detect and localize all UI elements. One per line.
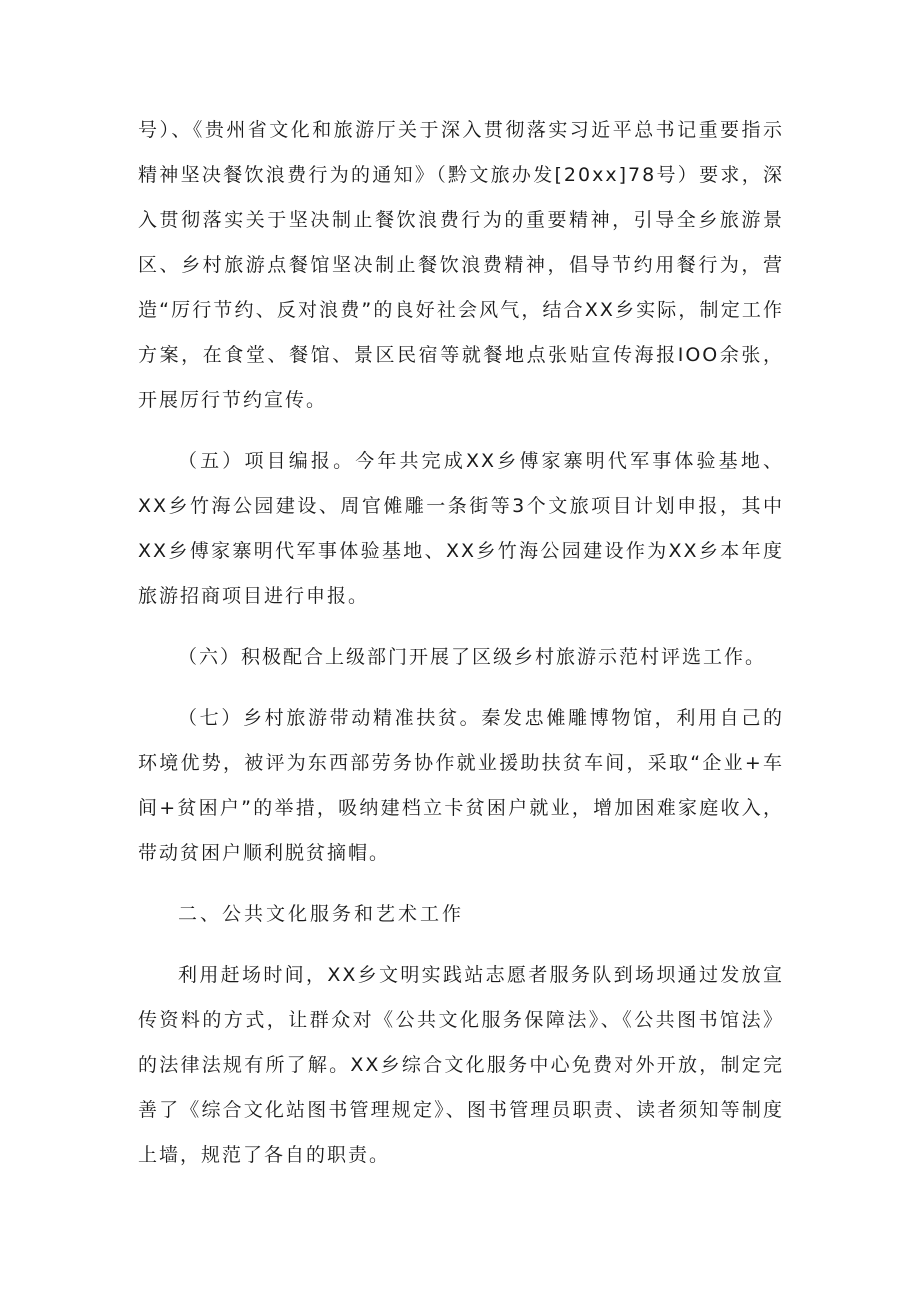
document-body [138, 108, 784, 1194]
paragraph-project-reporting: （五）项目编报。今年共完成XX乡傅家寨明代军事体验基地、XX乡竹海公园建设、周官傩雕一条街等3个文旅项目计划申报，其中XX乡傅家寨明代军事体验基地、XX乡竹海公园建设作为XX乡本年度旅游招商项目进行申报。 [138, 450, 784, 607]
paragraph-poverty-alleviation: （七）乡村旅游带动精准扶贫。秦发忠傩雕博物馆，利用自己的环境优势，被评为东西部劳务协作就业援助扶贫车间，采取“企业+车间+贫困户”的举措，吸纳建档立卡贫困户就业，增加困难家庭收入，带动贫困户顺利脱贫摘帽。 [138, 707, 784, 864]
section-heading-public-culture: 二、公共文化服务和艺术工作 [178, 903, 465, 925]
paragraph-demo-village: （六）积极配合上级部门开展了区级乡村旅游示范村评选工作。 [178, 646, 767, 668]
paragraph-continuation: 号）、《贵州省文化和旅游厅关于深入贯彻落实习近平总书记重要指示精神坚决餐饮浪费行为的通知》（黔文旅办发[20xx]78号）要求，深入贯彻落实关于坚决制止餐饮浪费行为的重要精神，引导全乡旅游景区、乡村旅游点餐馆坚决制止餐饮浪费精神，倡导节约用餐行为，营造“厉行节约、反对浪费”的良好社会风气，结合XX乡实际，制定工作方案，在食堂、餐馆、景区民宿等就餐地点张贴宣传海报IOO余张，开展厉行节约宣传。 [138, 119, 784, 411]
paragraph-public-culture: 利用赶场时间，XX乡文明实践站志愿者服务队到场坝通过发放宣传资料的方式，让群众对《公共文化服务保障法》、《公共图书馆法》的法律法规有所了解。XX乡综合文化服务中心免费对外开放，制定完善了《综合文化站图书管理规定》、图书管理员职责、读者须知等制度上墙，规范了各自的职责。 [138, 964, 784, 1166]
